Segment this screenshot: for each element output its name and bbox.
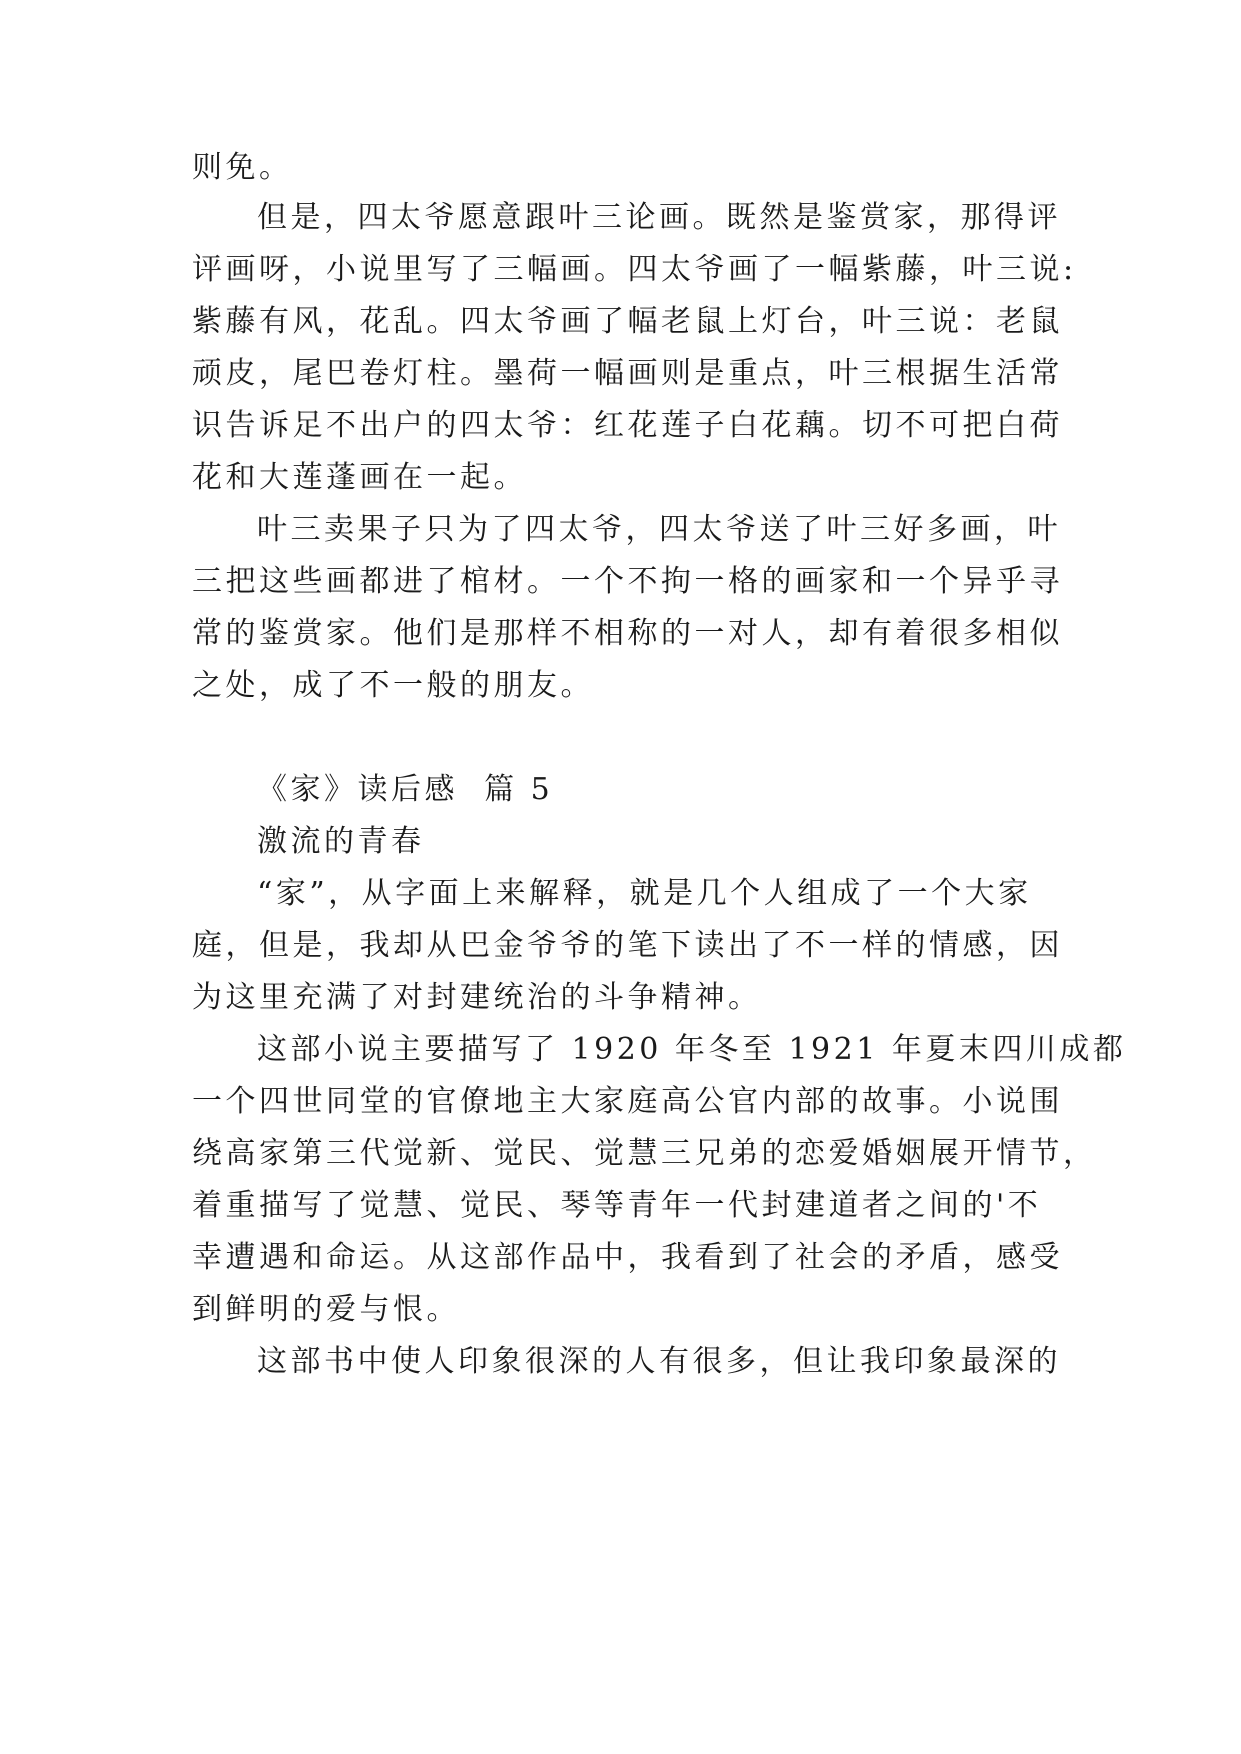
text-line: 这部书中使人印象很深的人有很多，但让我印象最深的	[257, 1344, 1061, 1379]
section-heading: 《家》读后感 篇 5	[257, 772, 554, 807]
text-line: 顽皮，尾巴卷灯柱。墨荷一幅画则是重点，叶三根据生活常	[192, 356, 1063, 391]
section-subtitle: 激流的青春	[257, 824, 425, 859]
text-line: 紫藤有风，花乱。四太爷画了幅老鼠上灯台，叶三说：老鼠	[192, 304, 1063, 339]
text-line: 评画呀，小说里写了三幅画。四太爷画了一幅紫藤，叶三说:	[192, 252, 1077, 287]
text-line: “家”，从字面上来解释，就是几个人组成了一个大家	[257, 876, 1032, 911]
text-line: 这部小说主要描写了 1920 年冬至 1921 年夏末四川成都	[257, 1032, 1127, 1067]
text-line: 一个四世同堂的官僚地主大家庭高公官内部的故事。小说围	[192, 1084, 1063, 1119]
text-line: 三把这些画都进了棺材。一个不拘一格的画家和一个异乎寻	[192, 564, 1063, 599]
text-line: 幸遭遇和命运。从这部作品中，我看到了社会的矛盾，感受	[192, 1240, 1063, 1275]
text-line: 为这里充满了对封建统治的斗争精神。	[192, 980, 762, 1015]
text-line: 庭，但是，我却从巴金爷爷的笔下读出了不一样的情感，因	[192, 928, 1063, 963]
text-line: 则免。	[192, 150, 293, 185]
text-line: 识告诉足不出户的四太爷：红花莲子白花藕。切不可把白荷	[192, 408, 1063, 443]
text-line: 着重描写了觉慧、觉民、琴等青年一代封建道者之间的'不	[192, 1188, 1042, 1223]
text-line: 花和大莲蓬画在一起。	[192, 460, 527, 495]
text-line: 常的鉴赏家。他们是那样不相称的一对人，却有着很多相似	[192, 616, 1063, 651]
text-line: 但是，四太爷愿意跟叶三论画。既然是鉴赏家，那得评	[257, 200, 1061, 235]
text-line: 之处，成了不一般的朋友。	[192, 668, 594, 703]
text-line: 到鲜明的爱与恨。	[192, 1292, 460, 1327]
text-line: 绕高家第三代觉新、觉民、觉慧三兄弟的恋爱婚姻展开情节，	[192, 1136, 1097, 1171]
text-line: 叶三卖果子只为了四太爷，四太爷送了叶三好多画，叶	[257, 512, 1061, 547]
